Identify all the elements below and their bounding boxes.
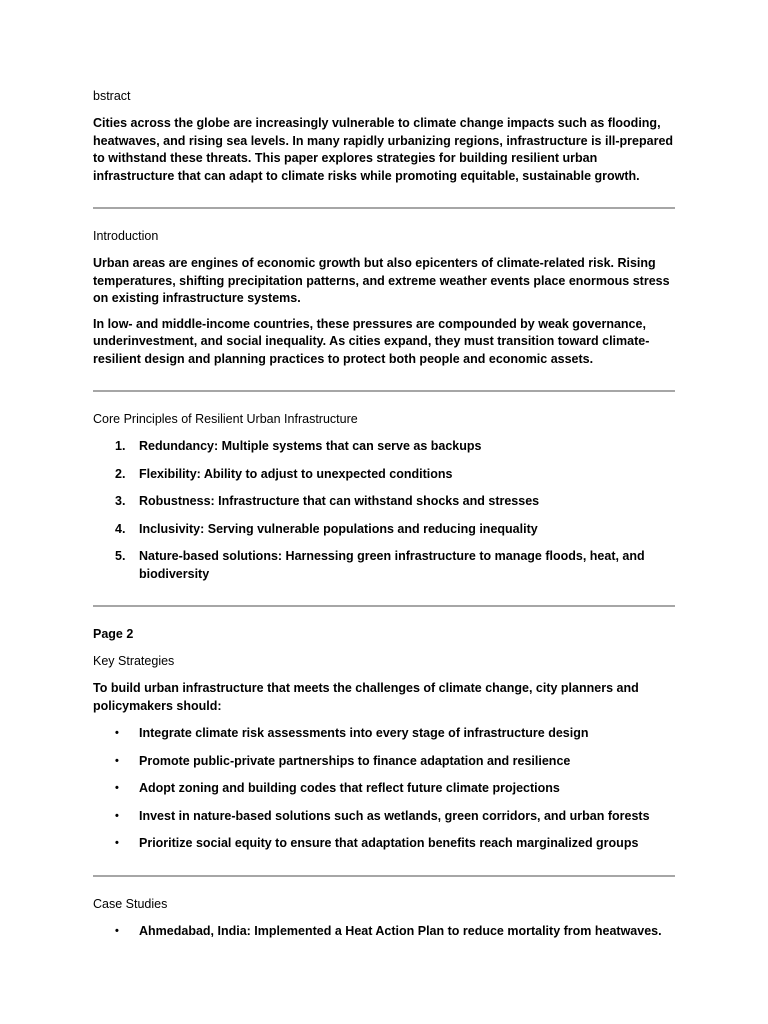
list-item <box>93 753 675 771</box>
list-item-text: Nature-based solutions: Harnessing green infrastructure to manage floods, heat, and biodiversity <box>139 549 645 581</box>
list-item-text: Inclusivity: Serving vulnerable populations and reducing inequality <box>139 521 538 536</box>
list-item <box>93 548 675 583</box>
case-studies-list <box>93 923 675 941</box>
list-item-text: Ahmedabad, India: Implemented a Heat Action Plan to reduce mortality from heatwaves. <box>139 923 662 938</box>
page-number-label: Page 2 <box>93 627 134 641</box>
list-number: 4. <box>115 521 126 536</box>
list-item-text: Robustness: Infrastructure that can withstand shocks and stresses <box>139 494 540 508</box>
bullet-icon: • <box>115 837 119 849</box>
principles-heading: Core Principles of Resilient Urban Infrastructure <box>93 412 358 426</box>
list-item <box>93 725 675 743</box>
section-divider <box>93 390 675 392</box>
section-divider <box>93 207 675 209</box>
introduction-heading: Introduction <box>93 229 159 243</box>
list-item <box>93 780 675 798</box>
introduction-paragraph: In low- and middle-income countries, these pressures are compounded by weak governance, underinvestment, and social inequality. As cities expand, they must transition toward climate-resilient design and planning practices to protect both people and economic assets. <box>93 316 650 366</box>
strategies-section <box>93 626 675 853</box>
list-item-text: Adopt zoning and building codes that reflect future climate projections <box>139 781 560 795</box>
list-item-text: Promote public-private partnerships to finance adaptation and resilience <box>139 753 571 768</box>
bullet-icon: • <box>115 727 119 739</box>
list-item <box>93 493 675 511</box>
abstract-heading: bstract <box>93 89 131 103</box>
strategies-heading: Key Strategies <box>93 654 175 668</box>
section-divider <box>93 875 675 877</box>
list-number: 2. <box>115 466 126 481</box>
list-number: 5. <box>115 549 126 563</box>
case-studies-section <box>93 896 675 941</box>
introduction-section <box>93 228 675 368</box>
list-item <box>93 438 675 456</box>
list-number: 3. <box>115 494 126 508</box>
introduction-paragraph: Urban areas are engines of economic growth but also epicenters of climate-related risk. Rising temperatures, shifting precipitation patterns, and extreme weather events place enormous stress on existing infrastructure systems. <box>93 256 670 305</box>
bullet-icon: • <box>115 809 119 822</box>
principles-section <box>93 411 675 583</box>
list-item <box>93 808 675 826</box>
list-item <box>93 521 675 539</box>
abstract-section <box>93 88 675 185</box>
list-item <box>93 835 675 853</box>
bullet-icon: • <box>115 924 119 937</box>
bullet-icon: • <box>115 782 119 794</box>
section-divider <box>93 605 675 607</box>
list-item-text: Prioritize social equity to ensure that adaptation benefits reach marginalized groups <box>139 836 639 850</box>
bullet-icon: • <box>115 754 119 767</box>
abstract-body: Cities across the globe are increasingly vulnerable to climate change impacts such as flooding, heatwaves, and rising sea levels. In many rapidly urbanizing regions, infrastructure is ill-prepared to withstand these threats. This paper explores strategies for building resilient urban infrastructure that can adapt to climate risks while promoting equitable, sustainable growth. <box>93 116 674 183</box>
list-item-text: Invest in nature-based solutions such as wetlands, green corridors, and urban forests <box>139 808 650 823</box>
strategies-intro: To build urban infrastructure that meets the challenges of climate change, city planners and policymakers should: <box>93 681 639 713</box>
list-item-text: Integrate climate risk assessments into every stage of infrastructure design <box>139 726 589 740</box>
list-item-text: Redundancy: Multiple systems that can serve as backups <box>139 439 482 453</box>
list-item <box>93 466 675 484</box>
strategies-list <box>93 725 675 853</box>
case-studies-heading: Case Studies <box>93 896 168 911</box>
list-number: 1. <box>115 439 126 453</box>
list-item <box>93 923 675 941</box>
principles-list <box>93 438 675 583</box>
list-item-text: Flexibility: Ability to adjust to unexpected conditions <box>139 466 453 481</box>
